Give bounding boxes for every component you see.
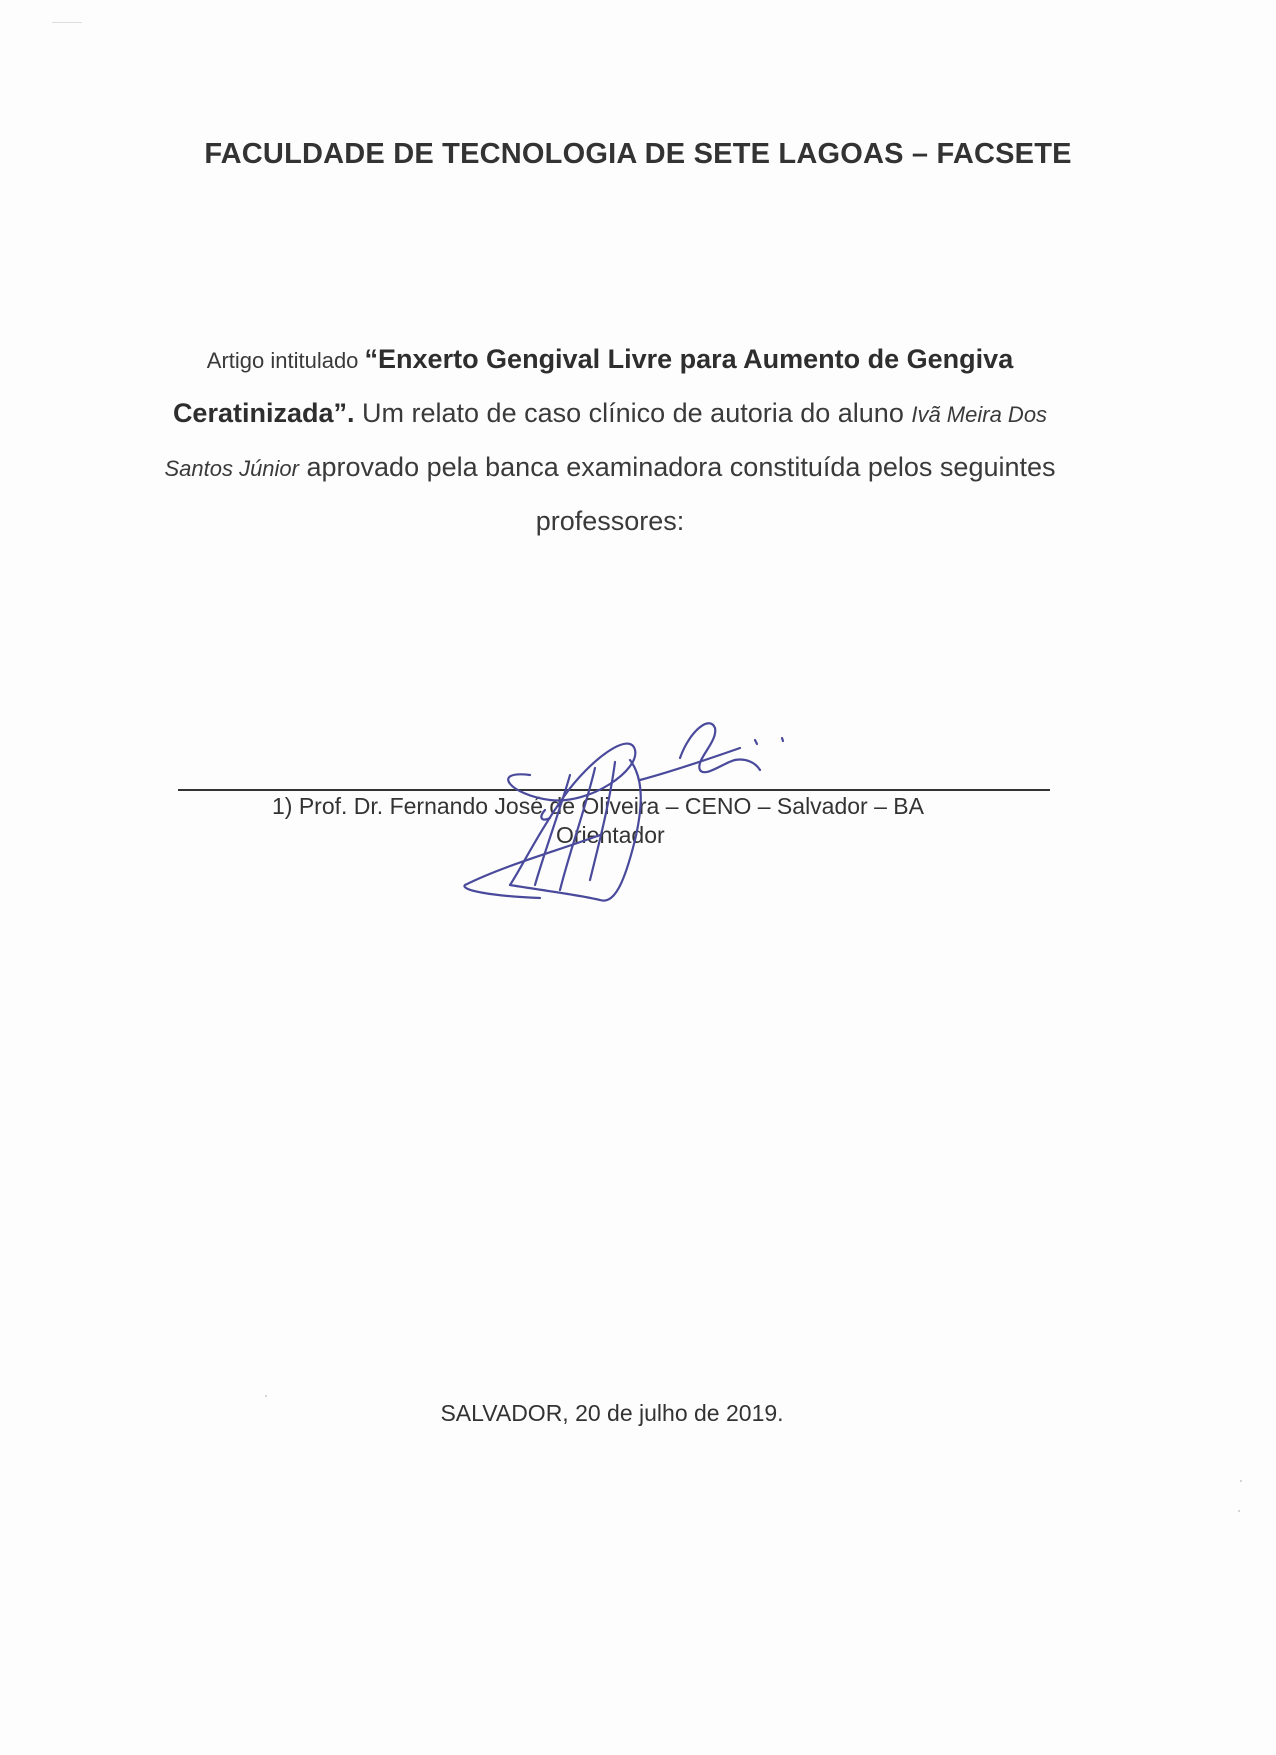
examiner-name-line: 1) Prof. Dr. Fernando José de Oliveira – CENO – Salvador – BA — [272, 793, 924, 819]
scan-speck — [1238, 1510, 1240, 1512]
statement-middle: Um relato de caso clínico de autoria do aluno — [354, 398, 912, 428]
statement-intro: Artigo intitulado — [206, 348, 365, 373]
place-and-date: SALVADOR, 20 de julho de 2019. — [440, 1400, 784, 1426]
article-title-close: ”. — [333, 398, 355, 428]
scan-speck — [1240, 1480, 1242, 1482]
scan-speck — [52, 22, 82, 23]
examiner-role: Orientador — [556, 822, 665, 848]
handwritten-signature-icon — [450, 700, 850, 920]
scan-speck — [265, 1395, 267, 1397]
article-title: Enxerto Gengival Livre para Aumento de Gengiva Ceratinizada — [172, 344, 1014, 428]
article-title-open-quote: “ — [364, 344, 379, 374]
approval-statement — [160, 333, 1060, 547]
statement-end: aprovado pela banca examinadora constituída pelos seguintes professores: — [299, 452, 1056, 536]
institution-title: FACULDADE DE TECNOLOGIA DE SETE LAGOAS – FACSETE — [204, 138, 1072, 170]
student-name: Ivã Meira Dos Santos Júnior — [164, 402, 1048, 481]
